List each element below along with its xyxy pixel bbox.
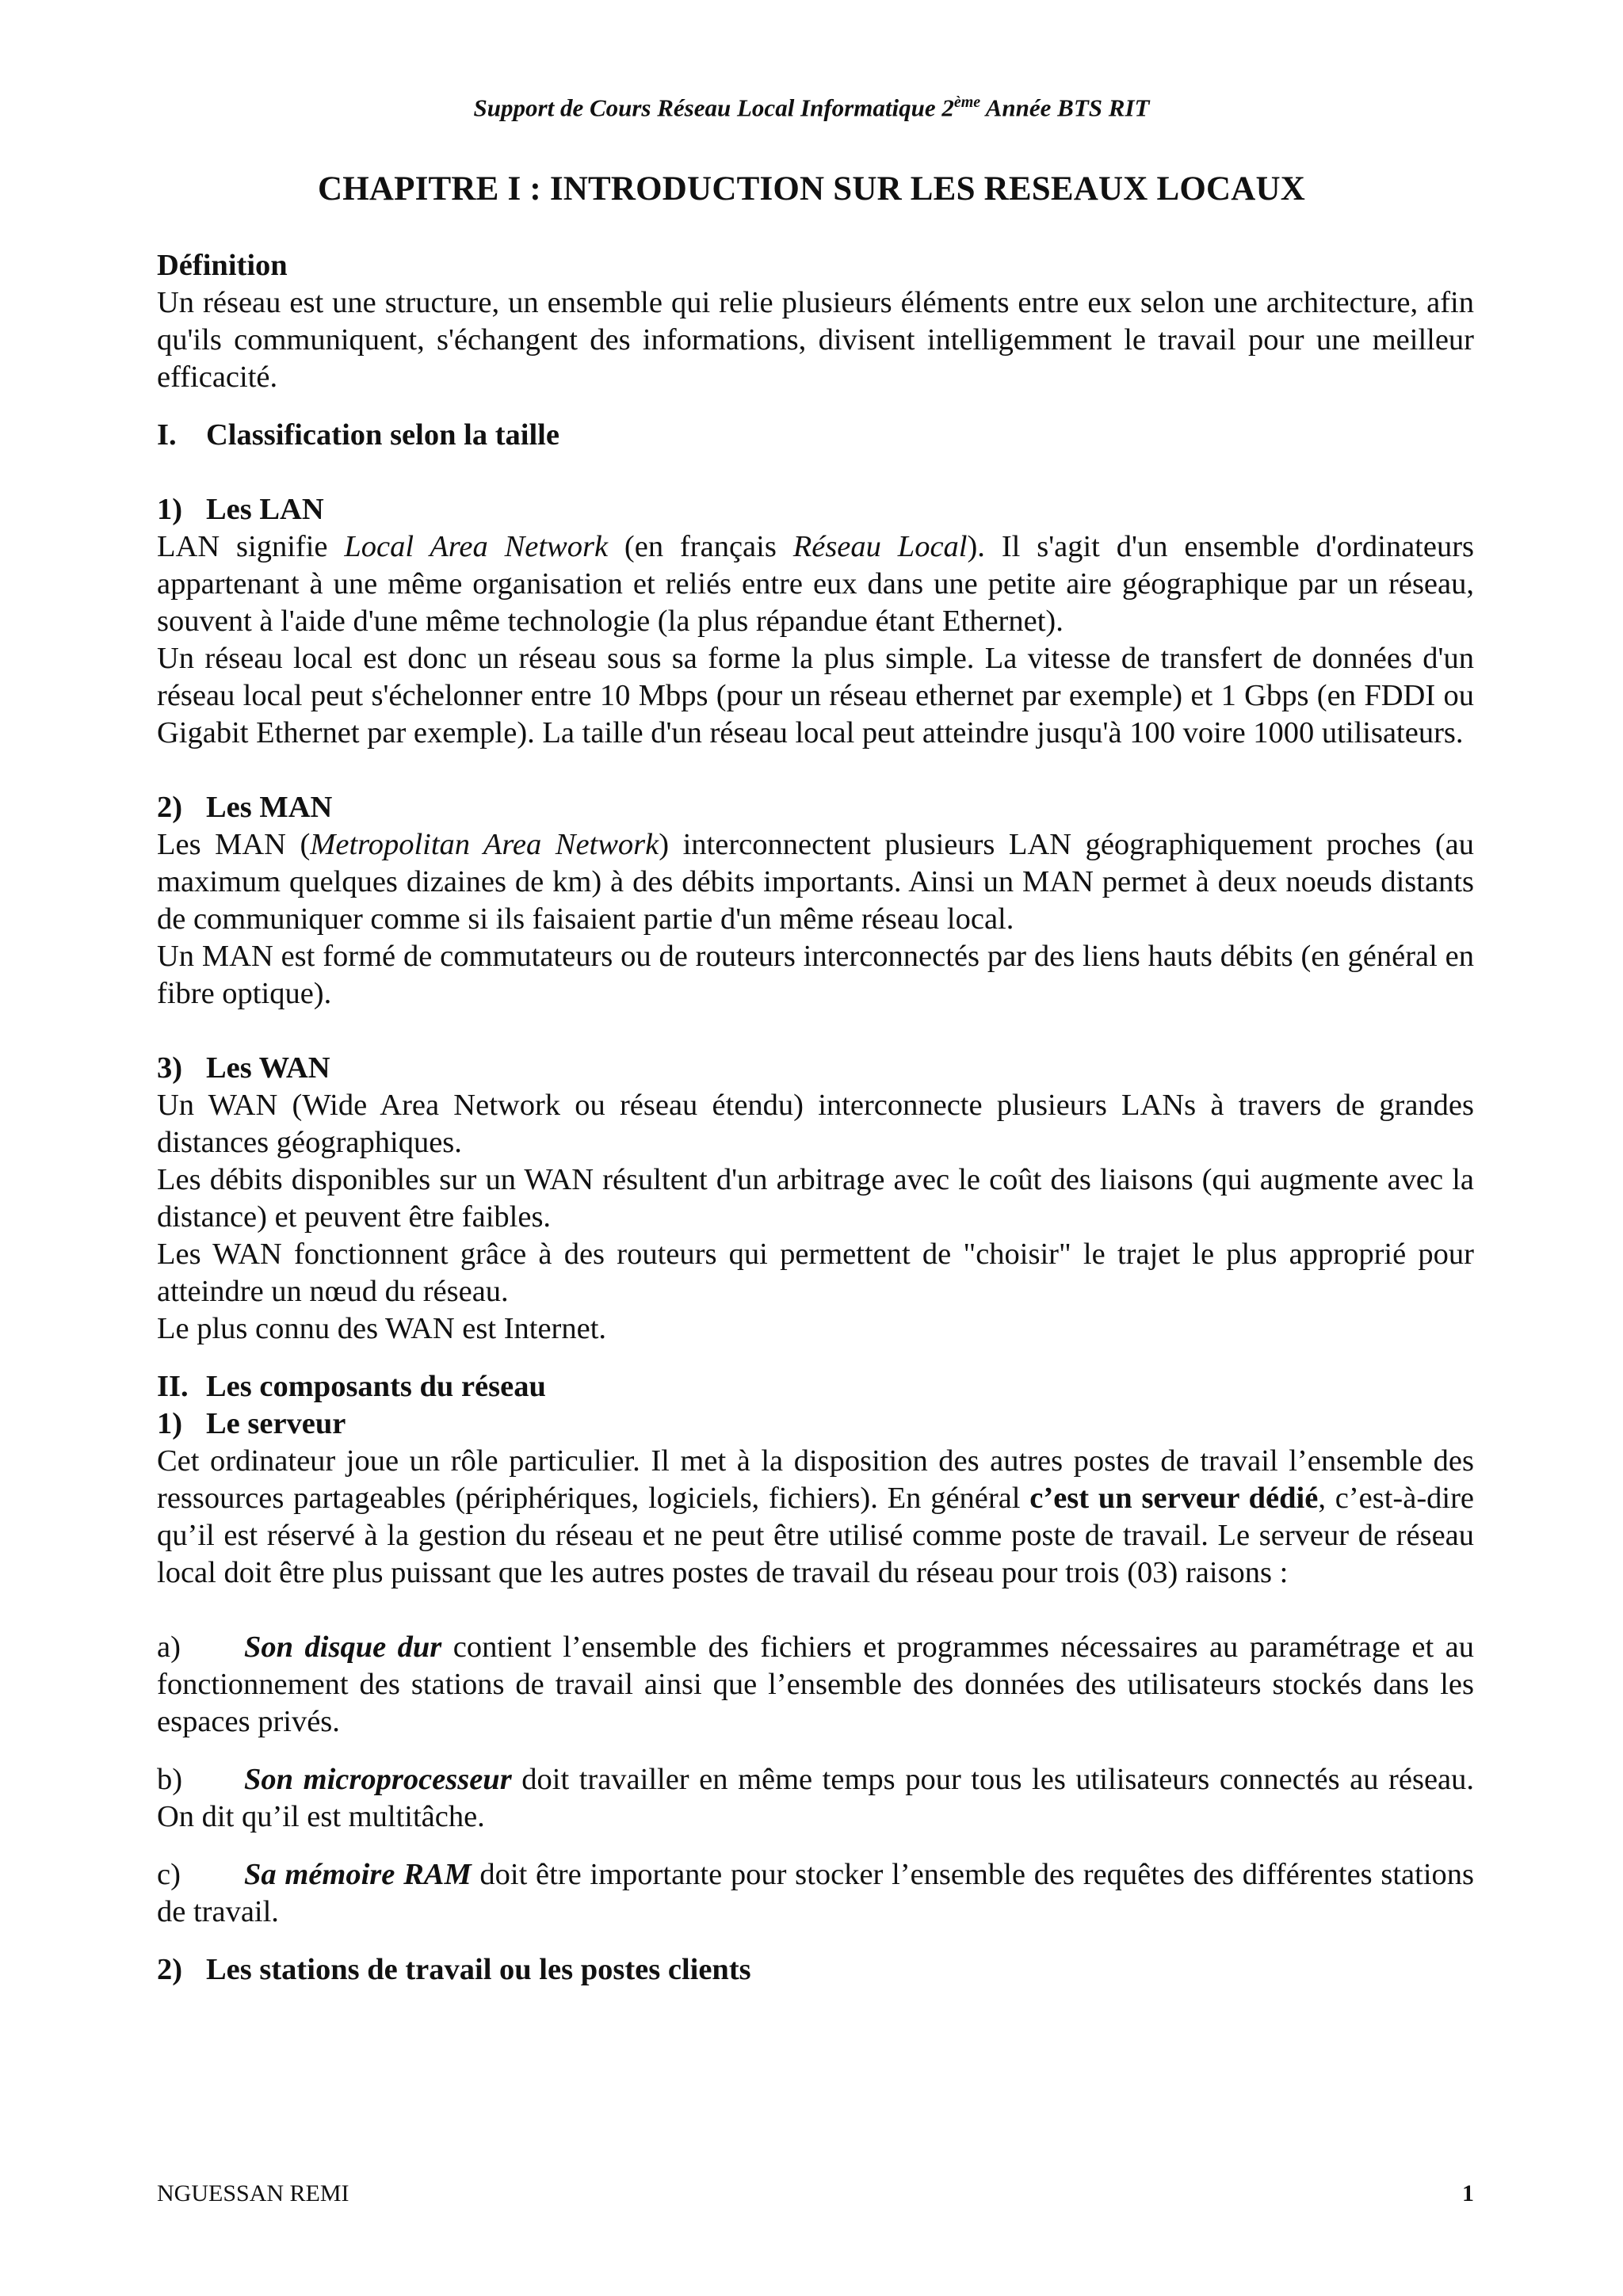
footer-author: NGUESSAN REMI	[157, 2180, 349, 2206]
man-paragraph-2: Un MAN est formé de commutateurs ou de routeurs interconnectés par des liens hauts débits (en général en fibre optique).	[157, 940, 1474, 1010]
server-heading: 1) Le serveur	[157, 1407, 346, 1440]
wan-paragraph-3: Les WAN fonctionnent grâce à des routeurs qui permettent de "choisir" le trajet le plus approprié pour atteindre un nœud du réseau.	[157, 1238, 1474, 1308]
wan-paragraph-4: Le plus connu des WAN est Internet.	[157, 1312, 607, 1345]
section-2-heading: II. Les composants du réseau	[157, 1370, 546, 1403]
wan-paragraph-2: Les débits disponibles sur un WAN résultent d'un arbitrage avec le coût des liaisons (qui augmente avec la distance) et peuvent être faibles.	[157, 1163, 1474, 1234]
man-paragraph-1: Les MAN (Metropolitan Area Network) interconnectent plusieurs LAN géographiquement proches (au maximum quelques dizaines de km) à des débits importants. Ainsi un MAN permet à deux noeuds distants de communiquer comme si ils faisaient partie d'un même réseau local.	[157, 828, 1474, 936]
stations-heading: 2) Les stations de travail ou les postes clients	[157, 1953, 751, 1986]
definition-text: Un réseau est une structure, un ensemble qui relie plusieurs éléments entre eux selon une architecture, afin qu'ils communiquent, s'échangent des informations, divisent intelligemment le travail pour une meilleur efficacité.	[157, 286, 1474, 394]
server-paragraph: Cet ordinateur joue un rôle particulier. Il met à la disposition des autres postes de travail l’ensemble des ressources partageables (périphériques, logiciels, fichiers). En général c’est un serveur dédié, c’est-à-dire qu’il est réservé à la gestion du réseau et ne peut être utilisé comme poste de travail. Le serveur de réseau local doit être plus puissant que les autres postes de travail du réseau pour trois (03) raisons :	[157, 1444, 1474, 1589]
section-1-heading: I. Classification selon la taille	[157, 418, 559, 452]
wan-paragraph-1: Un WAN (Wide Area Network ou réseau étendu) interconnecte plusieurs LANs à travers de grandes distances géographiques.	[157, 1089, 1474, 1159]
server-reason-c: c) Sa mémoire RAM doit être importante pour stocker l’ensemble des requêtes des différentes stations de travail.	[157, 1858, 1474, 1928]
man-heading: 2) Les MAN	[157, 791, 333, 824]
definition-heading: Définition	[157, 249, 288, 282]
running-header: Support de Cours Réseau Local Informatique 2ème Année BTS RIT	[473, 93, 1150, 122]
lan-paragraph-2: Un réseau local est donc un réseau sous sa forme la plus simple. La vitesse de transfert de données d'un réseau local peut s'échelonner entre 10 Mbps (pour un réseau ethernet par exemple) et 1 Gbps (en FDDI ou Gigabit Ethernet par exemple). La taille d'un réseau local peut atteindre jusqu'à 100 voire 1000 utilisateurs.	[157, 642, 1474, 749]
document-body	[157, 247, 1474, 1989]
chapter-title: CHAPITRE I : INTRODUCTION SUR LES RESEAUX LOCAUX	[317, 170, 1306, 208]
lan-paragraph-1: LAN signifie Local Area Network (en français Réseau Local). Il s'agit d'un ensemble d'ordinateurs appartenant à une même organisation et reliés entre eux dans une petite aire géographique par un réseau, souvent à l'aide d'une même technologie (la plus répandue étant Ethernet).	[157, 530, 1475, 638]
page-number: 1	[1462, 2180, 1474, 2206]
server-reason-a: a) Son disque dur contient l’ensemble des fichiers et programmes nécessaires au paramétrage et au fonctionnement des stations de travail ainsi que l’ensemble des données des utilisateurs stockés dans les espaces privés.	[157, 1630, 1474, 1738]
wan-heading: 3) Les WAN	[157, 1051, 330, 1085]
server-reason-b: b) Son microprocesseur doit travailler en même temps pour tous les utilisateurs connectés au réseau. On dit qu’il est multitâche.	[157, 1763, 1474, 1833]
lan-heading: 1) Les LAN	[157, 493, 324, 526]
